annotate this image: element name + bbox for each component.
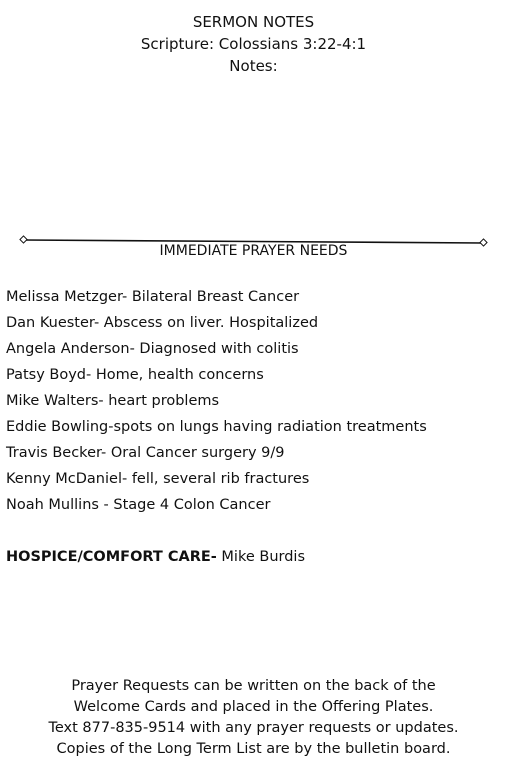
list-item: Noah Mullins - Stage 4 Colon Cancer [6,497,271,513]
list-item: Melissa Metzger- Bilateral Breast Cancer [6,289,300,305]
prayer-needs-list [6,286,427,520]
list-item: Eddie Bowling-spots on lungs having radiation treatments [6,419,427,435]
prayer-request-footer [0,676,507,760]
footer-line-4: Copies of the Long Term List are by the bulletin board. [56,741,451,757]
notes-label: Notes: [229,57,278,75]
sermon-notes-header [0,11,507,77]
list-item: Angela Anderson- Diagnosed with colitis [6,341,299,357]
list-item: Travis Becker- Oral Cancer surgery 9/9 [6,445,285,461]
list-item: Dan Kuester- Abscess on liver. Hospitalized [6,315,319,331]
hospice-name: Mike Burdis [216,549,306,565]
footer-line-3: Text 877-835-9514 with any prayer requests or updates. [48,720,459,736]
list-item: Mike Walters- heart problems [6,393,220,409]
scripture-reference: Scripture: Colossians 3:22-4:1 [140,35,367,53]
hospice-care-line [6,546,305,568]
footer-line-1: Prayer Requests can be written on the back of the [71,678,436,694]
hospice-label: HOSPICE/COMFORT CARE- [6,549,217,565]
list-item: Kenny McDaniel- fell, several rib fractures [6,471,310,487]
footer-line-2: Welcome Cards and placed in the Offering Plates. [73,699,434,715]
prayer-needs-heading: IMMEDIATE PRAYER NEEDS [159,243,348,259]
sermon-notes-title: SERMON NOTES [192,13,315,31]
list-item: Patsy Boyd- Home, health concerns [6,367,264,383]
